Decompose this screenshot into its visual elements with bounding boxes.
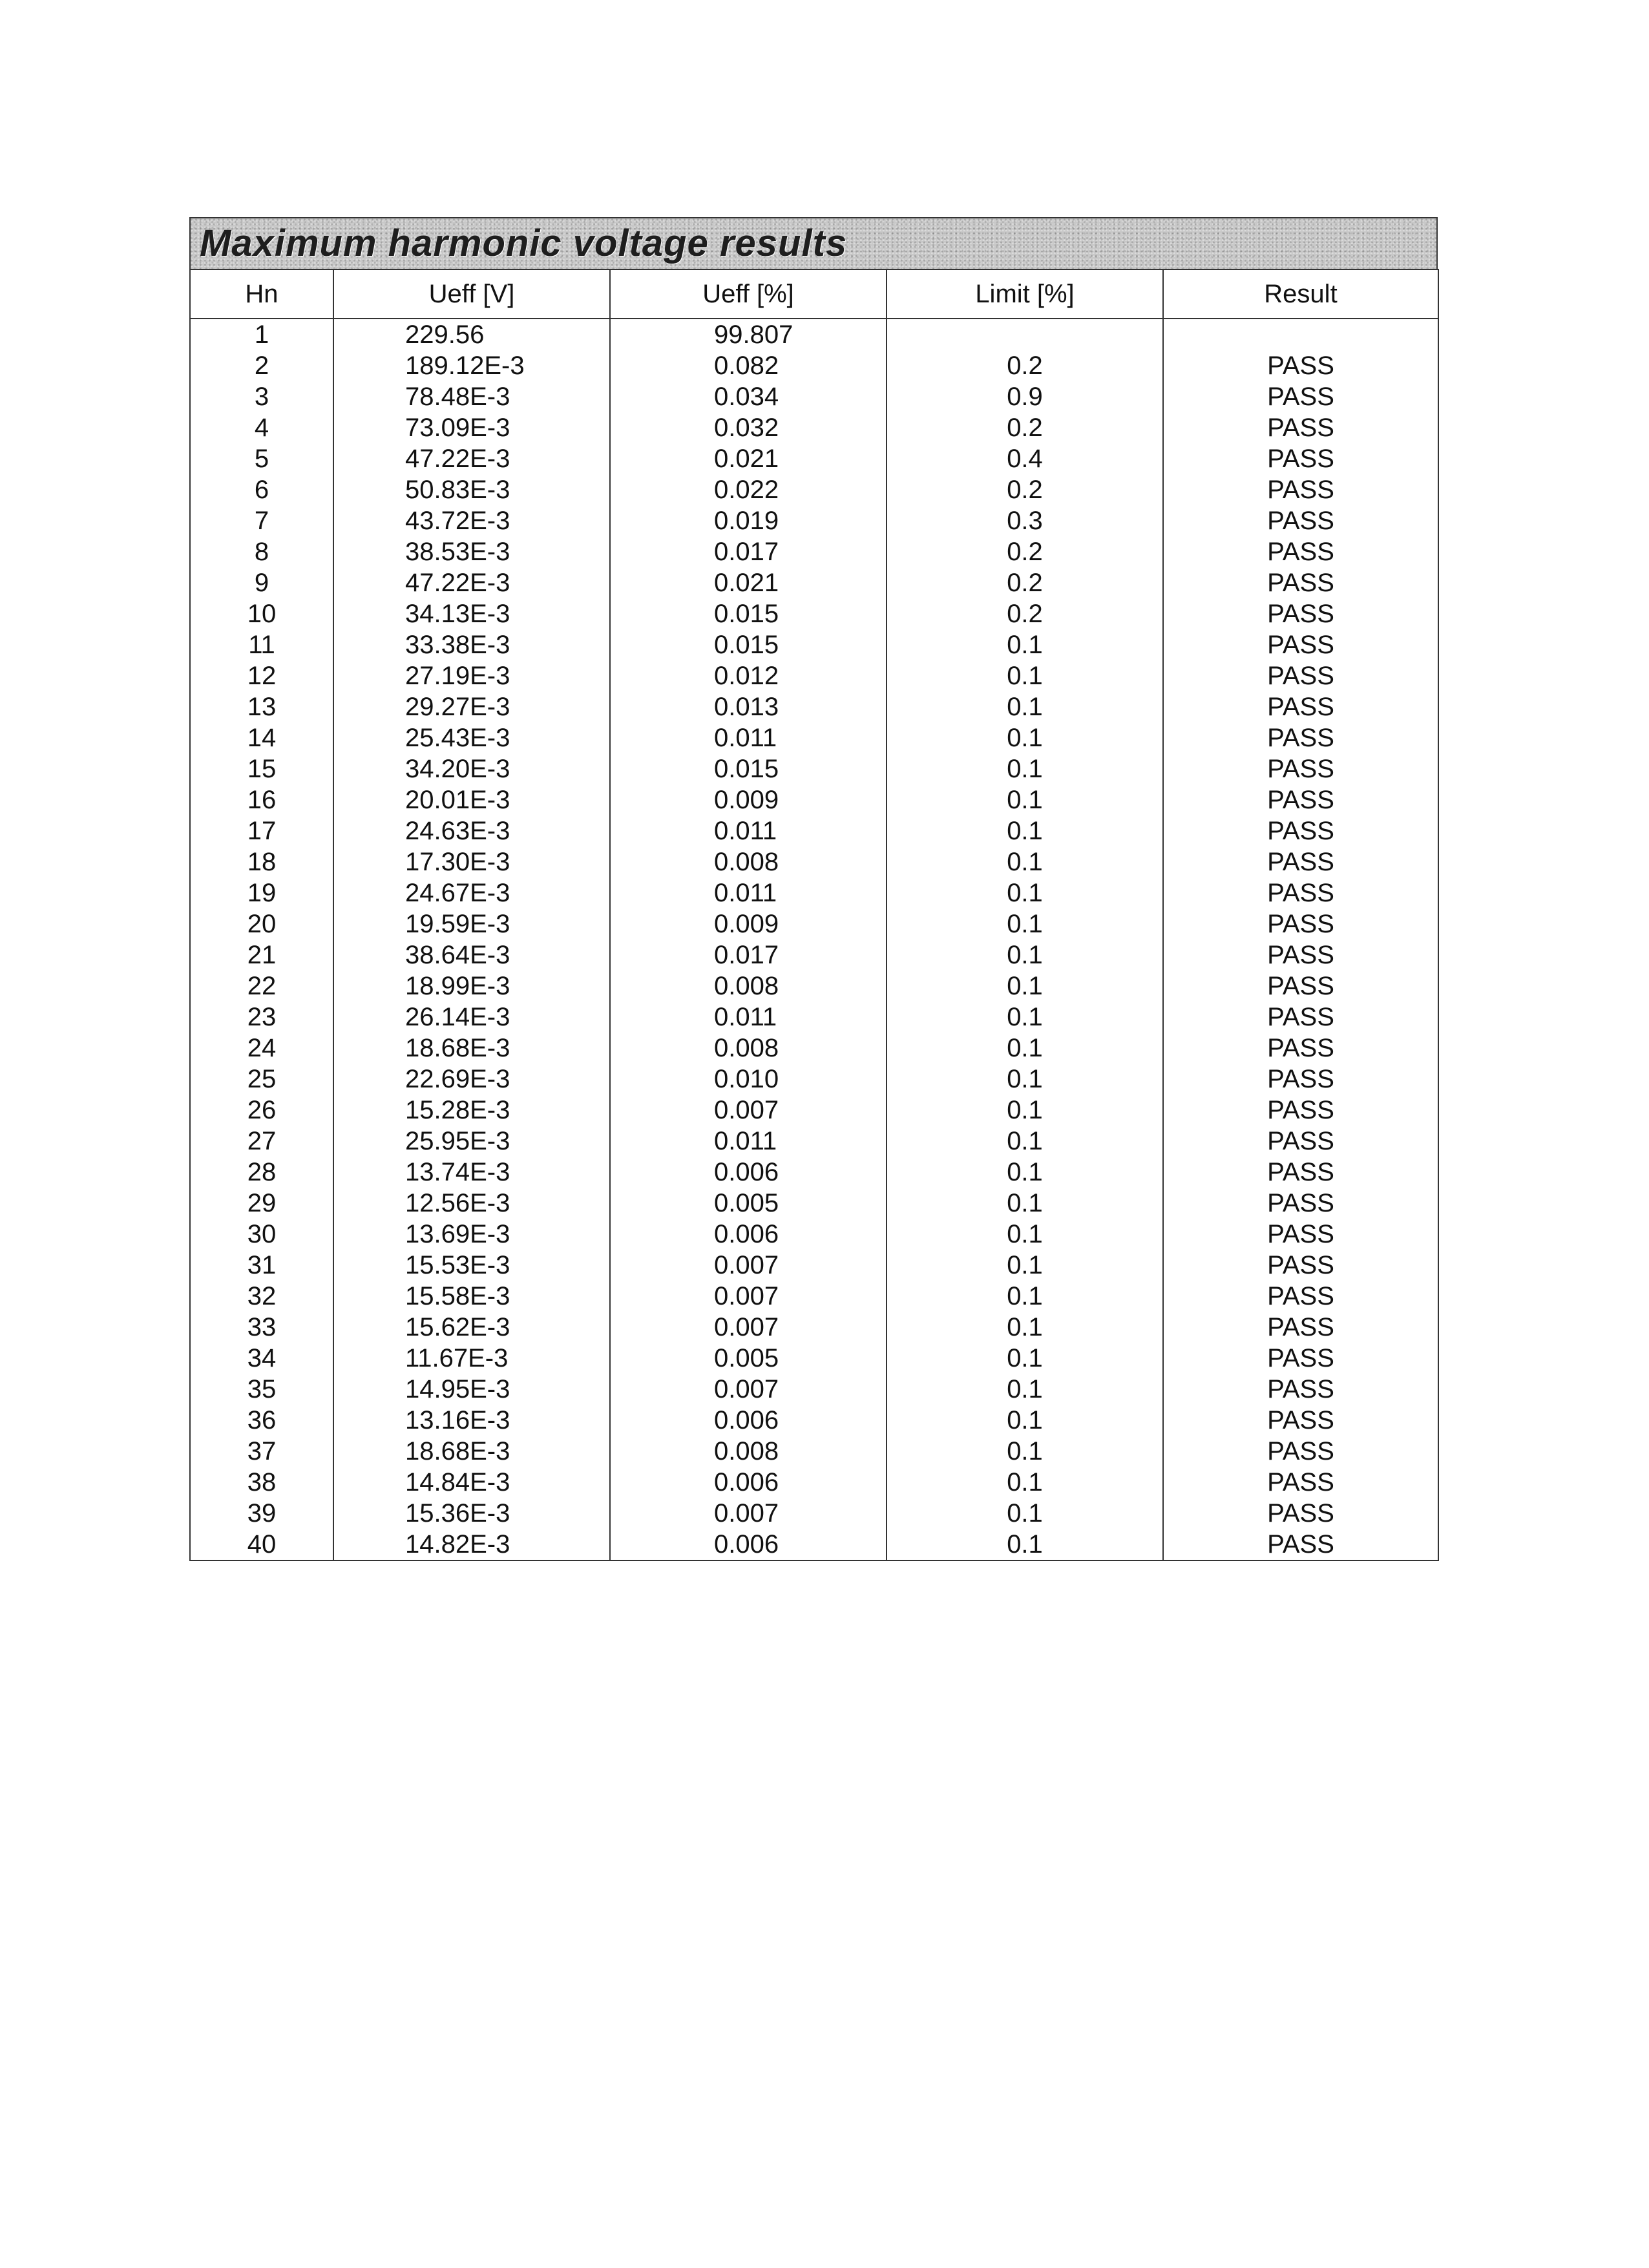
cell-limit: 0.2 xyxy=(887,474,1163,505)
cell-hn: 24 xyxy=(190,1033,333,1064)
cell-result: PASS xyxy=(1163,691,1438,722)
cell-ueff-v: 15.36E-3 xyxy=(333,1498,610,1529)
cell-ueff-v: 33.38E-3 xyxy=(333,629,610,660)
cell-hn: 5 xyxy=(190,443,333,474)
cell-ueff-pct: 0.011 xyxy=(610,1126,887,1157)
cell-ueff-pct: 0.008 xyxy=(610,1436,887,1467)
cell-ueff-v: 18.99E-3 xyxy=(333,971,610,1002)
cell-result: PASS xyxy=(1163,877,1438,908)
cell-result: PASS xyxy=(1163,1002,1438,1033)
cell-result: PASS xyxy=(1163,1157,1438,1188)
cell-limit: 0.1 xyxy=(887,629,1163,660)
cell-result: PASS xyxy=(1163,1343,1438,1374)
cell-hn: 10 xyxy=(190,598,333,629)
cell-hn: 13 xyxy=(190,691,333,722)
table-row xyxy=(190,536,1438,567)
cell-hn: 1 xyxy=(190,319,333,350)
cell-ueff-pct: 0.015 xyxy=(610,753,887,784)
cell-ueff-pct: 0.006 xyxy=(610,1405,887,1436)
cell-ueff-pct: 0.007 xyxy=(610,1374,887,1405)
table-row xyxy=(190,1374,1438,1405)
cell-ueff-v: 73.09E-3 xyxy=(333,412,610,443)
cell-ueff-v: 15.58E-3 xyxy=(333,1281,610,1312)
cell-ueff-pct: 0.007 xyxy=(610,1312,887,1343)
cell-ueff-pct: 0.015 xyxy=(610,598,887,629)
table-row xyxy=(190,1126,1438,1157)
cell-ueff-v: 18.68E-3 xyxy=(333,1436,610,1467)
table-body xyxy=(190,319,1438,1560)
cell-ueff-pct: 0.082 xyxy=(610,350,887,381)
cell-hn: 8 xyxy=(190,536,333,567)
table-header-row xyxy=(190,269,1438,319)
cell-ueff-pct: 0.011 xyxy=(610,877,887,908)
cell-limit: 0.1 xyxy=(887,1064,1163,1095)
cell-ueff-v: 25.95E-3 xyxy=(333,1126,610,1157)
cell-hn: 4 xyxy=(190,412,333,443)
table-row xyxy=(190,1467,1438,1498)
harmonic-results-table xyxy=(189,269,1439,1561)
table-row xyxy=(190,753,1438,784)
cell-ueff-pct: 0.006 xyxy=(610,1219,887,1250)
cell-hn: 3 xyxy=(190,381,333,412)
cell-ueff-v: 19.59E-3 xyxy=(333,908,610,940)
cell-limit: 0.1 xyxy=(887,1095,1163,1126)
cell-hn: 32 xyxy=(190,1281,333,1312)
cell-limit xyxy=(887,319,1163,350)
cell-hn: 14 xyxy=(190,722,333,753)
cell-limit: 0.1 xyxy=(887,784,1163,815)
cell-limit: 0.1 xyxy=(887,815,1163,846)
cell-ueff-pct: 0.005 xyxy=(610,1188,887,1219)
cell-hn: 12 xyxy=(190,660,333,691)
table-row xyxy=(190,1002,1438,1033)
cell-limit: 0.1 xyxy=(887,1250,1163,1281)
cell-ueff-v: 14.84E-3 xyxy=(333,1467,610,1498)
cell-result: PASS xyxy=(1163,350,1438,381)
cell-ueff-v: 29.27E-3 xyxy=(333,691,610,722)
cell-ueff-pct: 0.013 xyxy=(610,691,887,722)
cell-result: PASS xyxy=(1163,846,1438,877)
table-row xyxy=(190,1157,1438,1188)
cell-limit: 0.2 xyxy=(887,350,1163,381)
cell-hn: 40 xyxy=(190,1529,333,1560)
cell-result: PASS xyxy=(1163,753,1438,784)
cell-result: PASS xyxy=(1163,815,1438,846)
cell-hn: 35 xyxy=(190,1374,333,1405)
cell-ueff-v: 24.63E-3 xyxy=(333,815,610,846)
cell-hn: 38 xyxy=(190,1467,333,1498)
cell-hn: 36 xyxy=(190,1405,333,1436)
cell-result: PASS xyxy=(1163,1064,1438,1095)
cell-ueff-pct: 0.007 xyxy=(610,1281,887,1312)
cell-limit: 0.1 xyxy=(887,1188,1163,1219)
cell-limit: 0.1 xyxy=(887,908,1163,940)
table-row xyxy=(190,412,1438,443)
cell-ueff-v: 27.19E-3 xyxy=(333,660,610,691)
cell-result: PASS xyxy=(1163,567,1438,598)
cell-result: PASS xyxy=(1163,443,1438,474)
cell-limit: 0.1 xyxy=(887,1343,1163,1374)
cell-hn: 28 xyxy=(190,1157,333,1188)
cell-limit: 0.9 xyxy=(887,381,1163,412)
cell-ueff-v: 78.48E-3 xyxy=(333,381,610,412)
cell-limit: 0.1 xyxy=(887,1281,1163,1312)
cell-ueff-v: 47.22E-3 xyxy=(333,443,610,474)
cell-limit: 0.1 xyxy=(887,1405,1163,1436)
cell-result: PASS xyxy=(1163,1095,1438,1126)
cell-result: PASS xyxy=(1163,660,1438,691)
table-row xyxy=(190,1498,1438,1529)
cell-ueff-pct: 0.017 xyxy=(610,940,887,971)
cell-limit: 0.1 xyxy=(887,940,1163,971)
cell-ueff-v: 20.01E-3 xyxy=(333,784,610,815)
cell-ueff-pct: 0.009 xyxy=(610,908,887,940)
cell-ueff-pct: 99.807 xyxy=(610,319,887,350)
cell-hn: 21 xyxy=(190,940,333,971)
cell-ueff-v: 25.43E-3 xyxy=(333,722,610,753)
cell-result: PASS xyxy=(1163,598,1438,629)
cell-hn: 39 xyxy=(190,1498,333,1529)
cell-hn: 20 xyxy=(190,908,333,940)
cell-result: PASS xyxy=(1163,940,1438,971)
cell-limit: 0.1 xyxy=(887,1157,1163,1188)
table-row xyxy=(190,1188,1438,1219)
cell-limit: 0.1 xyxy=(887,1467,1163,1498)
cell-result: PASS xyxy=(1163,1498,1438,1529)
table-row xyxy=(190,1529,1438,1560)
table-row xyxy=(190,1033,1438,1064)
cell-ueff-pct: 0.021 xyxy=(610,443,887,474)
cell-ueff-v: 15.53E-3 xyxy=(333,1250,610,1281)
table-row xyxy=(190,598,1438,629)
cell-result: PASS xyxy=(1163,1219,1438,1250)
cell-ueff-v: 34.20E-3 xyxy=(333,753,610,784)
cell-hn: 7 xyxy=(190,505,333,536)
cell-result: PASS xyxy=(1163,1467,1438,1498)
table-row xyxy=(190,1312,1438,1343)
cell-hn: 11 xyxy=(190,629,333,660)
table-row xyxy=(190,815,1438,846)
cell-ueff-v: 13.16E-3 xyxy=(333,1405,610,1436)
cell-ueff-v: 34.13E-3 xyxy=(333,598,610,629)
cell-ueff-v: 14.95E-3 xyxy=(333,1374,610,1405)
cell-ueff-v: 11.67E-3 xyxy=(333,1343,610,1374)
cell-result: PASS xyxy=(1163,908,1438,940)
column-header-ueff-v: Ueff [V] xyxy=(333,269,610,319)
cell-result: PASS xyxy=(1163,722,1438,753)
cell-hn: 23 xyxy=(190,1002,333,1033)
cell-result: PASS xyxy=(1163,784,1438,815)
table-row xyxy=(190,1405,1438,1436)
table-row xyxy=(190,1219,1438,1250)
cell-limit: 0.1 xyxy=(887,691,1163,722)
cell-hn: 33 xyxy=(190,1312,333,1343)
cell-ueff-pct: 0.034 xyxy=(610,381,887,412)
cell-result: PASS xyxy=(1163,1250,1438,1281)
cell-result: PASS xyxy=(1163,536,1438,567)
cell-ueff-pct: 0.008 xyxy=(610,846,887,877)
cell-ueff-v: 13.69E-3 xyxy=(333,1219,610,1250)
cell-ueff-v: 47.22E-3 xyxy=(333,567,610,598)
cell-hn: 34 xyxy=(190,1343,333,1374)
cell-result: PASS xyxy=(1163,1312,1438,1343)
cell-ueff-v: 26.14E-3 xyxy=(333,1002,610,1033)
cell-ueff-pct: 0.006 xyxy=(610,1529,887,1560)
cell-ueff-v: 15.62E-3 xyxy=(333,1312,610,1343)
cell-limit: 0.2 xyxy=(887,567,1163,598)
cell-ueff-pct: 0.007 xyxy=(610,1498,887,1529)
table-row xyxy=(190,1343,1438,1374)
cell-hn: 2 xyxy=(190,350,333,381)
cell-ueff-v: 15.28E-3 xyxy=(333,1095,610,1126)
cell-limit: 0.1 xyxy=(887,660,1163,691)
cell-limit: 0.1 xyxy=(887,1498,1163,1529)
cell-ueff-v: 12.56E-3 xyxy=(333,1188,610,1219)
cell-ueff-pct: 0.012 xyxy=(610,660,887,691)
table-row xyxy=(190,474,1438,505)
cell-ueff-pct: 0.011 xyxy=(610,815,887,846)
column-header-hn: Hn xyxy=(190,269,333,319)
table-row xyxy=(190,1436,1438,1467)
table-row xyxy=(190,567,1438,598)
cell-ueff-pct: 0.011 xyxy=(610,722,887,753)
cell-limit: 0.1 xyxy=(887,877,1163,908)
cell-hn: 37 xyxy=(190,1436,333,1467)
cell-result xyxy=(1163,319,1438,350)
table-row xyxy=(190,1064,1438,1095)
cell-ueff-pct: 0.017 xyxy=(610,536,887,567)
cell-limit: 0.3 xyxy=(887,505,1163,536)
table-row xyxy=(190,1250,1438,1281)
cell-limit: 0.1 xyxy=(887,1033,1163,1064)
table-row xyxy=(190,381,1438,412)
table-row xyxy=(190,629,1438,660)
cell-limit: 0.1 xyxy=(887,753,1163,784)
cell-hn: 15 xyxy=(190,753,333,784)
report-title: Maximum harmonic voltage results xyxy=(200,222,848,264)
cell-limit: 0.1 xyxy=(887,722,1163,753)
table-row xyxy=(190,784,1438,815)
table-row xyxy=(190,443,1438,474)
cell-hn: 19 xyxy=(190,877,333,908)
cell-limit: 0.2 xyxy=(887,598,1163,629)
cell-hn: 25 xyxy=(190,1064,333,1095)
cell-result: PASS xyxy=(1163,412,1438,443)
cell-limit: 0.1 xyxy=(887,1436,1163,1467)
cell-ueff-pct: 0.007 xyxy=(610,1095,887,1126)
cell-limit: 0.1 xyxy=(887,1374,1163,1405)
table-row xyxy=(190,319,1438,350)
column-header-ueff-pct: Ueff [%] xyxy=(610,269,887,319)
column-header-limit: Limit [%] xyxy=(887,269,1163,319)
cell-ueff-v: 229.56 xyxy=(333,319,610,350)
cell-hn: 9 xyxy=(190,567,333,598)
harmonic-voltage-report xyxy=(189,217,1438,1561)
cell-result: PASS xyxy=(1163,1529,1438,1560)
cell-limit: 0.1 xyxy=(887,846,1163,877)
table-row xyxy=(190,722,1438,753)
cell-ueff-v: 14.82E-3 xyxy=(333,1529,610,1560)
cell-ueff-v: 189.12E-3 xyxy=(333,350,610,381)
cell-ueff-pct: 0.005 xyxy=(610,1343,887,1374)
cell-result: PASS xyxy=(1163,1188,1438,1219)
table-row xyxy=(190,971,1438,1002)
cell-limit: 0.1 xyxy=(887,1002,1163,1033)
table-row xyxy=(190,1281,1438,1312)
cell-limit: 0.1 xyxy=(887,971,1163,1002)
cell-ueff-pct: 0.032 xyxy=(610,412,887,443)
cell-ueff-pct: 0.011 xyxy=(610,1002,887,1033)
cell-hn: 30 xyxy=(190,1219,333,1250)
cell-ueff-v: 17.30E-3 xyxy=(333,846,610,877)
cell-ueff-pct: 0.022 xyxy=(610,474,887,505)
cell-result: PASS xyxy=(1163,971,1438,1002)
cell-hn: 6 xyxy=(190,474,333,505)
cell-result: PASS xyxy=(1163,381,1438,412)
cell-hn: 31 xyxy=(190,1250,333,1281)
cell-ueff-pct: 0.008 xyxy=(610,971,887,1002)
table-row xyxy=(190,505,1438,536)
cell-ueff-pct: 0.019 xyxy=(610,505,887,536)
cell-ueff-pct: 0.021 xyxy=(610,567,887,598)
cell-ueff-v: 24.67E-3 xyxy=(333,877,610,908)
cell-hn: 27 xyxy=(190,1126,333,1157)
cell-limit: 0.1 xyxy=(887,1219,1163,1250)
table-row xyxy=(190,940,1438,971)
cell-result: PASS xyxy=(1163,1033,1438,1064)
cell-ueff-v: 50.83E-3 xyxy=(333,474,610,505)
cell-ueff-pct: 0.006 xyxy=(610,1157,887,1188)
table-row xyxy=(190,846,1438,877)
cell-hn: 16 xyxy=(190,784,333,815)
cell-result: PASS xyxy=(1163,1405,1438,1436)
cell-ueff-pct: 0.006 xyxy=(610,1467,887,1498)
cell-ueff-pct: 0.010 xyxy=(610,1064,887,1095)
cell-limit: 0.1 xyxy=(887,1312,1163,1343)
cell-hn: 26 xyxy=(190,1095,333,1126)
table-row xyxy=(190,908,1438,940)
cell-limit: 0.2 xyxy=(887,412,1163,443)
cell-ueff-v: 13.74E-3 xyxy=(333,1157,610,1188)
cell-ueff-pct: 0.008 xyxy=(610,1033,887,1064)
report-title-bar xyxy=(189,217,1438,269)
cell-ueff-v: 22.69E-3 xyxy=(333,1064,610,1095)
cell-limit: 0.2 xyxy=(887,536,1163,567)
cell-ueff-pct: 0.007 xyxy=(610,1250,887,1281)
table-row xyxy=(190,691,1438,722)
cell-result: PASS xyxy=(1163,505,1438,536)
cell-result: PASS xyxy=(1163,1281,1438,1312)
cell-limit: 0.4 xyxy=(887,443,1163,474)
table-row xyxy=(190,877,1438,908)
table-row xyxy=(190,1095,1438,1126)
cell-hn: 18 xyxy=(190,846,333,877)
cell-ueff-v: 38.53E-3 xyxy=(333,536,610,567)
cell-limit: 0.1 xyxy=(887,1529,1163,1560)
column-header-result: Result xyxy=(1163,269,1438,319)
table-row xyxy=(190,350,1438,381)
cell-ueff-v: 18.68E-3 xyxy=(333,1033,610,1064)
cell-hn: 29 xyxy=(190,1188,333,1219)
cell-result: PASS xyxy=(1163,629,1438,660)
cell-hn: 22 xyxy=(190,971,333,1002)
cell-result: PASS xyxy=(1163,474,1438,505)
table-row xyxy=(190,660,1438,691)
cell-limit: 0.1 xyxy=(887,1126,1163,1157)
cell-hn: 17 xyxy=(190,815,333,846)
cell-result: PASS xyxy=(1163,1436,1438,1467)
cell-ueff-v: 38.64E-3 xyxy=(333,940,610,971)
cell-result: PASS xyxy=(1163,1126,1438,1157)
cell-result: PASS xyxy=(1163,1374,1438,1405)
cell-ueff-v: 43.72E-3 xyxy=(333,505,610,536)
cell-ueff-pct: 0.015 xyxy=(610,629,887,660)
cell-ueff-pct: 0.009 xyxy=(610,784,887,815)
